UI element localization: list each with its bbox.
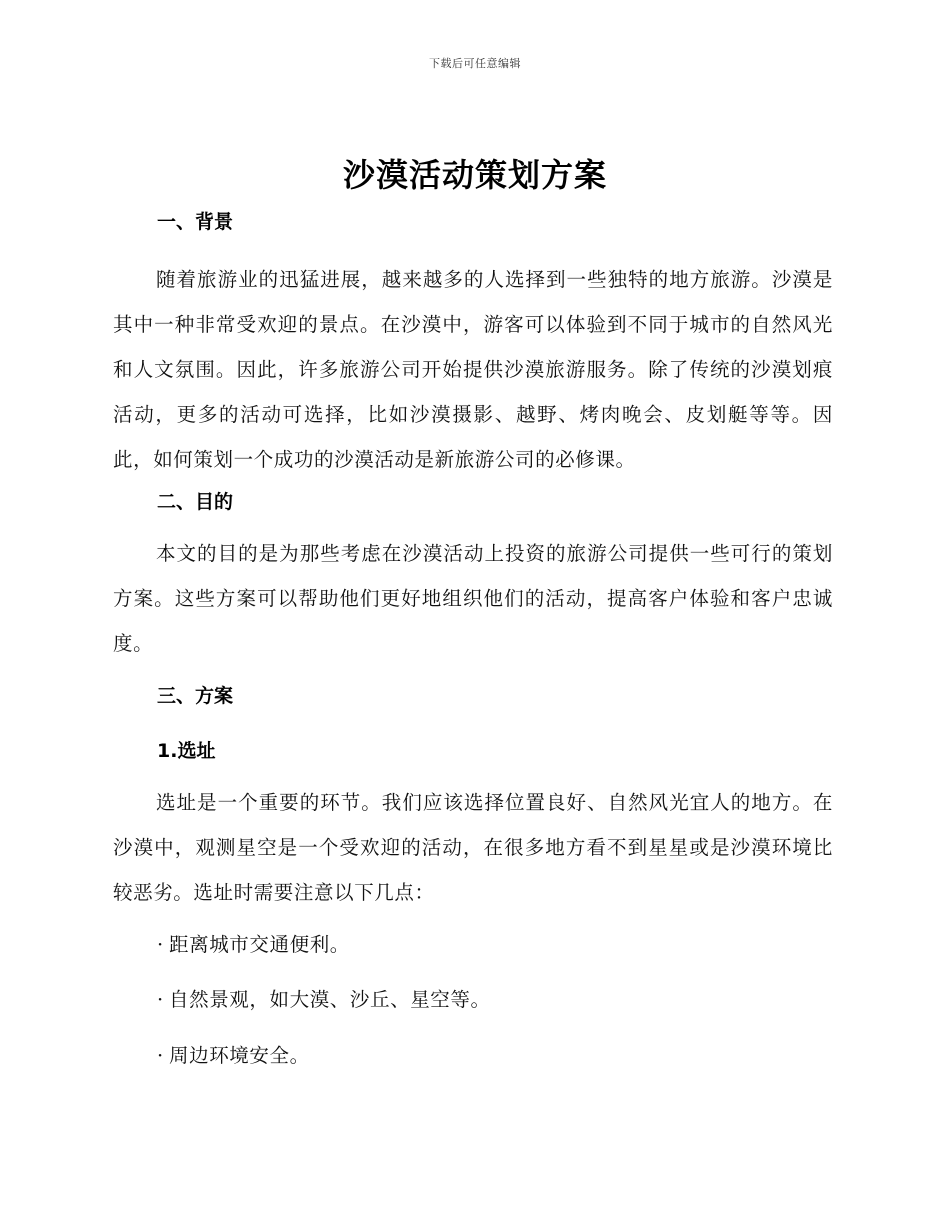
bullet-text: 距离城市交通便利。 [169, 933, 350, 956]
section-heading-plan: 三、方案 [157, 685, 234, 707]
bullet-item [157, 1040, 310, 1068]
section-heading-purpose: 二、目的 [157, 491, 234, 513]
document-title: 沙漠活动策划方案 [342, 156, 607, 194]
header-note: 下载后可任意编辑 [429, 57, 521, 70]
bullet-marker: · [157, 933, 164, 956]
bullet-text: 周边环境安全。 [169, 1044, 310, 1067]
bullet-text: 自然景观，如大漠、沙丘、星空等。 [169, 988, 491, 1011]
bullet-item [157, 984, 491, 1012]
paragraph-purpose: 本文的目的是为那些考虑在沙漠活动上投资的旅游公司提供一些可行的策划方案。这些方案可以帮助他们更好地组织他们的活动，提高客户体验和客户忠诚度。 [113, 542, 833, 655]
bullet-item [157, 929, 350, 957]
paragraph-site-selection: 选址是一个重要的环节。我们应该选择位置良好、自然风光宜人的地方。在沙漠中，观测星空是一个受欢迎的活动，在很多地方看不到星星或是沙漠环境比较恶劣。选址时需要注意以下几点： [113, 791, 833, 904]
bullet-marker: · [157, 1044, 164, 1067]
bullet-marker: · [157, 988, 164, 1011]
paragraph-background: 随着旅游业的迅猛进展，越来越多的人选择到一些独特的地方旅游。沙漠是其中一种非常受欢迎的景点。在沙漠中，游客可以体验到不同于城市的自然风光和人文氛围。因此，许多旅游公司开始提供沙漠旅游服务。除了传统的沙漠划痕活动，更多的活动可选择，比如沙漠摄影、越野、烤肉晚会、皮划艇等等。因此，如何策划一个成功的沙漠活动是新旅游公司的必修课。 [113, 268, 833, 471]
section-heading-background: 一、背景 [157, 211, 234, 233]
subheading-site-selection: 1.选址 [157, 740, 216, 762]
